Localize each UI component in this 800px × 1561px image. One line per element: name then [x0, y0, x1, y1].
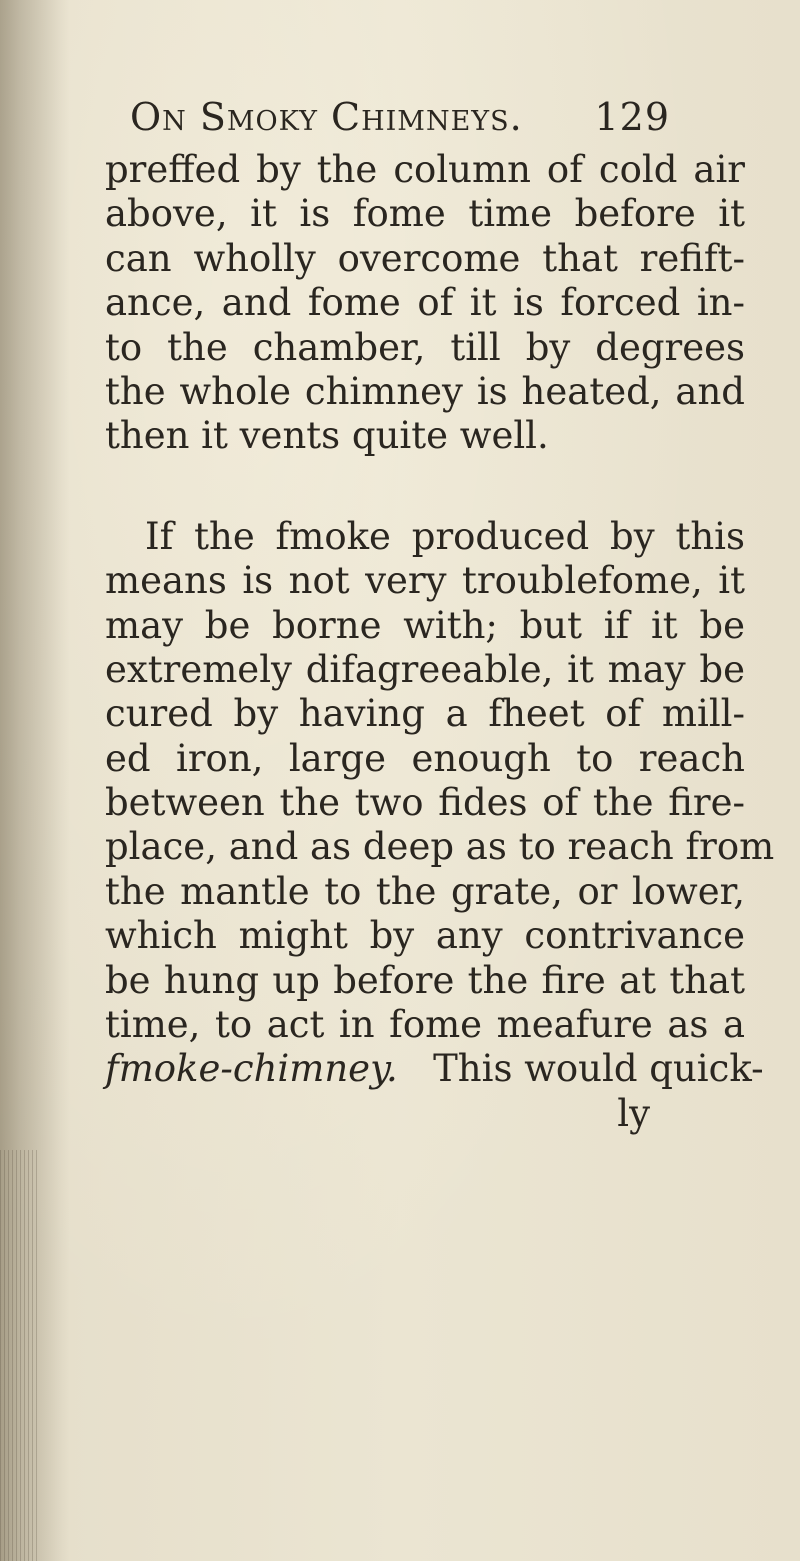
- text-line: be hung up before the fire at that: [105, 958, 745, 1002]
- paragraph-gap: [105, 459, 745, 515]
- text-line: between the two fides of the fire-: [105, 781, 745, 825]
- italic-term: fmoke-chimney.: [105, 1047, 398, 1091]
- page-edges: [0, 1150, 40, 1561]
- text-line: cured by having a fheet of mill-: [105, 692, 745, 736]
- text-line: the whole chimney is heated, and: [105, 369, 745, 413]
- page-number: 129: [594, 95, 670, 139]
- text-line: means is not very troublefome, it: [105, 559, 745, 603]
- text-line: preffed by the column of cold air: [105, 148, 745, 191]
- catchword: ly: [617, 1091, 650, 1135]
- text-line: extremely difagreeable, it may be: [105, 647, 745, 691]
- text-line: ed iron, large enough to reach: [105, 736, 745, 780]
- text-line: which might by any contrivance: [105, 914, 745, 958]
- text-line: can wholly overcome that refift-: [105, 236, 745, 280]
- text-line: time, to act in fome meafure as a: [105, 1003, 745, 1047]
- text-line: place, and as deep as to reach from: [105, 825, 775, 869]
- body-text: [105, 148, 775, 1136]
- text-line: may be borne with; but if it be: [105, 603, 745, 647]
- text-line: above, it is fome time before it: [105, 192, 745, 236]
- text-line: [105, 1047, 764, 1091]
- text-line: ance, and fome of it is forced in-: [105, 281, 745, 325]
- text-line: the mantle to the grate, or lower,: [105, 869, 745, 913]
- running-head: [130, 95, 670, 155]
- text-fragment: This would quick-: [433, 1047, 764, 1091]
- text-line: to the chamber, till by degrees: [105, 325, 745, 369]
- running-title: On Smoky Chimneys.: [130, 95, 523, 139]
- text-line: then it vents quite well.: [105, 414, 549, 458]
- text-line: If the fmoke produced by this: [145, 514, 745, 558]
